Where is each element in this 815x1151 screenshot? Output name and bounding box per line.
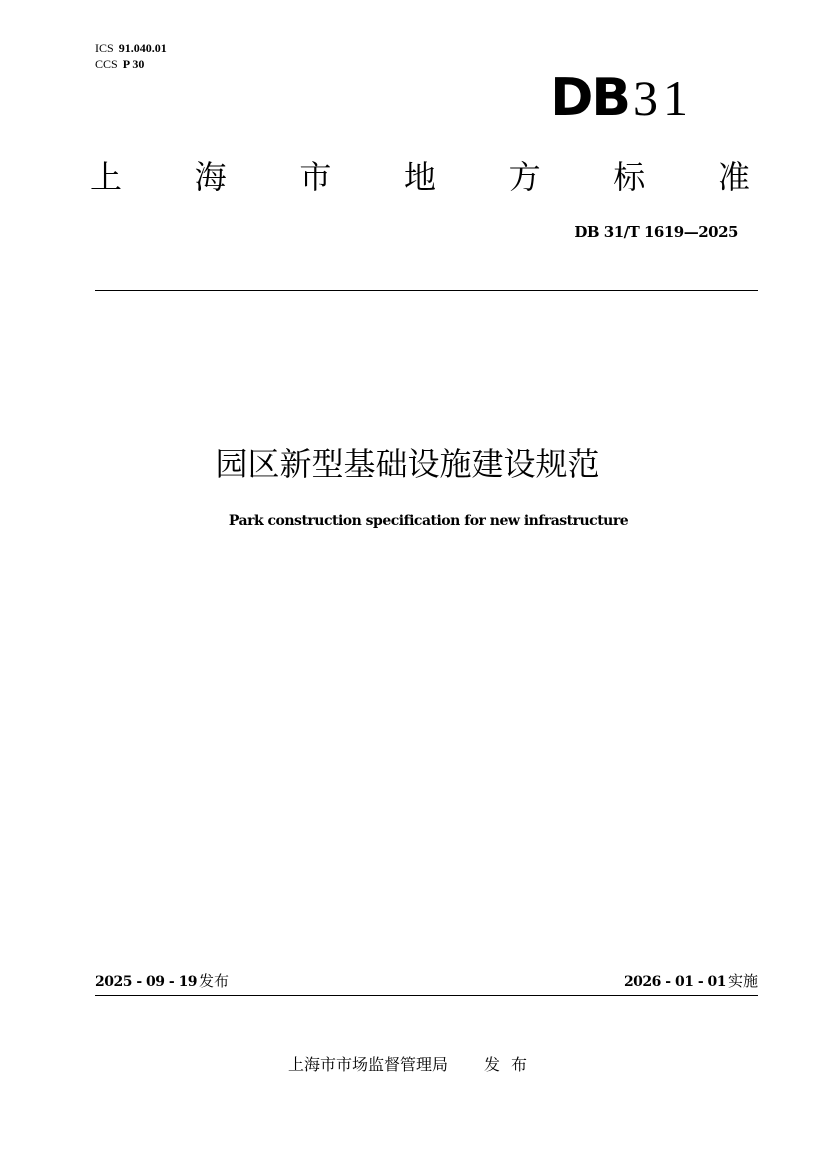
standard-type-char: 地 <box>403 158 436 196</box>
issue-label: 发布 <box>199 972 230 990</box>
top-divider <box>95 290 758 291</box>
issue-date: 2025 - 09 - 19 <box>95 974 198 990</box>
implement-label: 实施 <box>727 972 758 990</box>
classification-codes <box>95 40 167 72</box>
ics-label: ICS <box>95 41 114 55</box>
bottom-divider <box>95 995 758 996</box>
ccs-row <box>95 56 167 72</box>
date-row <box>95 970 758 993</box>
implement-date-group <box>624 970 758 993</box>
standard-type-heading <box>90 155 750 199</box>
issuer-action: 发 布 <box>483 1055 528 1074</box>
document-title-english: Park construction specification for new infrastructure <box>228 513 629 529</box>
ccs-code: P 30 <box>122 57 145 71</box>
standard-mark-logo <box>550 68 693 140</box>
standard-mark-prefix: DB <box>550 68 629 128</box>
standard-type-char: 方 <box>508 158 541 196</box>
standard-type-char: 海 <box>194 158 227 196</box>
standard-type-char: 上 <box>90 158 123 196</box>
issue-date-group <box>95 970 229 993</box>
issuer-line <box>0 1053 815 1077</box>
standard-type-char: 市 <box>299 158 332 196</box>
standard-type-char: 标 <box>613 158 646 196</box>
standard-type-char: 准 <box>717 158 750 196</box>
ics-code: 91.040.01 <box>118 41 167 55</box>
issuer-name: 上海市市场监督管理局 <box>287 1055 448 1074</box>
ccs-label: CCS <box>95 57 118 71</box>
standard-mark-region-code: 31 <box>633 70 693 126</box>
ics-row <box>95 40 167 56</box>
document-title-chinese: 园区新型基础设施建设规范 <box>215 445 600 483</box>
standard-number: DB 31/T 1619—2025 <box>574 223 738 241</box>
implement-date: 2026 - 01 - 01 <box>623 974 726 990</box>
